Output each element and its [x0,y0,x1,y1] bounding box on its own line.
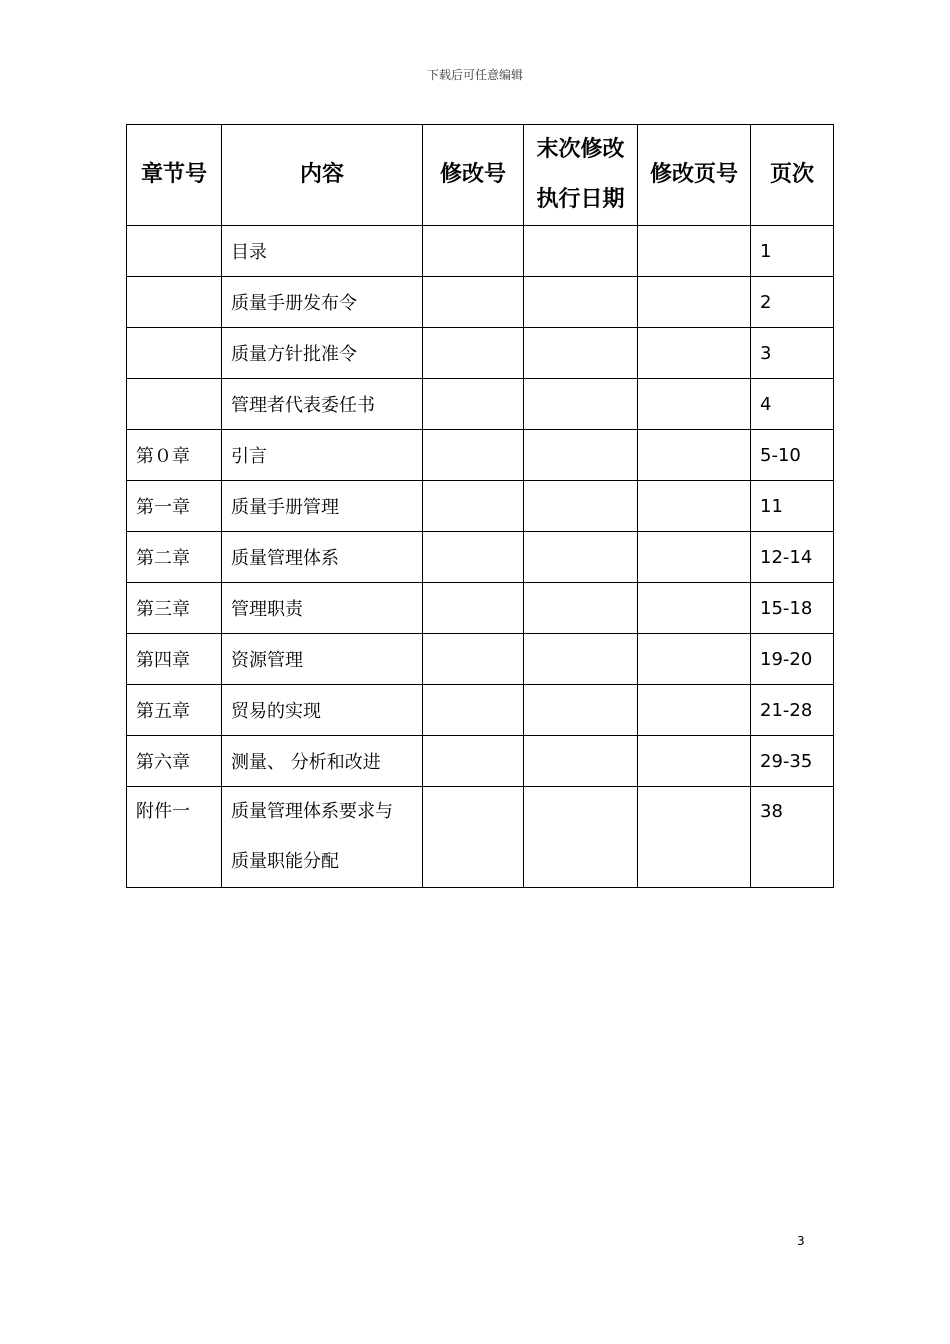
cell-page: 11 [751,481,834,532]
cell-chapter: 附件一 [127,787,222,888]
cell-revision [423,226,524,277]
cell-content: 质量手册发布令 [222,277,423,328]
cell-page: 4 [751,379,834,430]
cell-last-date [524,379,638,430]
table-row [127,430,834,481]
cell-chapter [127,379,222,430]
cell-revised-pages [638,226,751,277]
cell-last-date [524,736,638,787]
cell-page: 19-20 [751,634,834,685]
page-number: 3 [797,1234,805,1248]
cell-page: 2 [751,277,834,328]
cell-content: 引言 [222,430,423,481]
cell-content: 质量管理体系 [222,532,423,583]
header-content: 内容 [222,125,423,226]
cell-revised-pages [638,430,751,481]
cell-page: 15-18 [751,583,834,634]
cell-revised-pages [638,277,751,328]
cell-revised-pages [638,685,751,736]
cell-revision [423,379,524,430]
table-body [127,226,834,888]
header-revised-pages: 修改页号 [638,125,751,226]
cell-chapter: 第０章 [127,430,222,481]
table-row [127,583,834,634]
cell-content: 管理职责 [222,583,423,634]
header-last-revision-date: 末次修改 执行日期 [524,125,638,226]
table-row [127,328,834,379]
cell-last-date [524,226,638,277]
cell-revision [423,430,524,481]
cell-page: 21-28 [751,685,834,736]
table-row [127,481,834,532]
cell-revision [423,736,524,787]
cell-page: 3 [751,328,834,379]
cell-revised-pages [638,481,751,532]
cell-chapter [127,226,222,277]
cell-content: 目录 [222,226,423,277]
cell-content: 质量手册管理 [222,481,423,532]
cell-content: 资源管理 [222,634,423,685]
cell-page: 12-14 [751,532,834,583]
cell-last-date [524,583,638,634]
table-row [127,277,834,328]
cell-chapter: 第五章 [127,685,222,736]
cell-revision [423,634,524,685]
table-row [127,736,834,787]
cell-last-date [524,532,638,583]
cell-revised-pages [638,532,751,583]
cell-chapter: 第三章 [127,583,222,634]
table-row [127,379,834,430]
cell-content-line2: 质量职能分配 [231,851,339,872]
cell-content: 管理者代表委任书 [222,379,423,430]
revision-table [126,124,834,888]
cell-revision [423,583,524,634]
cell-content-line1: 质量管理体系要求与 [231,801,393,822]
header-page: 页次 [751,125,834,226]
cell-content: 质量方针批准令 [222,328,423,379]
cell-content: 贸易的实现 [222,685,423,736]
cell-page: 5-10 [751,430,834,481]
cell-revision [423,277,524,328]
cell-chapter [127,277,222,328]
cell-last-date [524,328,638,379]
cell-page: 1 [751,226,834,277]
cell-content: 测量、 分析和改进 [222,736,423,787]
cell-revised-pages [638,583,751,634]
cell-revised-pages [638,787,751,888]
cell-revision [423,328,524,379]
table-header-row [127,125,834,226]
cell-last-date [524,430,638,481]
cell-chapter: 第一章 [127,481,222,532]
cell-revision [423,481,524,532]
cell-chapter: 第六章 [127,736,222,787]
cell-last-date [524,685,638,736]
cell-revision [423,532,524,583]
cell-revised-pages [638,736,751,787]
cell-revision [423,787,524,888]
cell-content [222,787,423,888]
table-row [127,685,834,736]
header-revision: 修改号 [423,125,524,226]
table-row-appendix [127,787,834,888]
cell-revised-pages [638,328,751,379]
cell-revised-pages [638,379,751,430]
cell-last-date [524,277,638,328]
cell-last-date [524,481,638,532]
header-chapter: 章节号 [127,125,222,226]
cell-chapter: 第四章 [127,634,222,685]
cell-revision [423,685,524,736]
cell-chapter [127,328,222,379]
cell-revised-pages [638,634,751,685]
table-row [127,532,834,583]
cell-page: 38 [751,787,834,888]
table-row [127,226,834,277]
cell-page: 29-35 [751,736,834,787]
cell-chapter: 第二章 [127,532,222,583]
table-row [127,634,834,685]
cell-last-date [524,787,638,888]
cell-last-date [524,634,638,685]
page-header: 下载后可任意编辑 [426,68,523,82]
